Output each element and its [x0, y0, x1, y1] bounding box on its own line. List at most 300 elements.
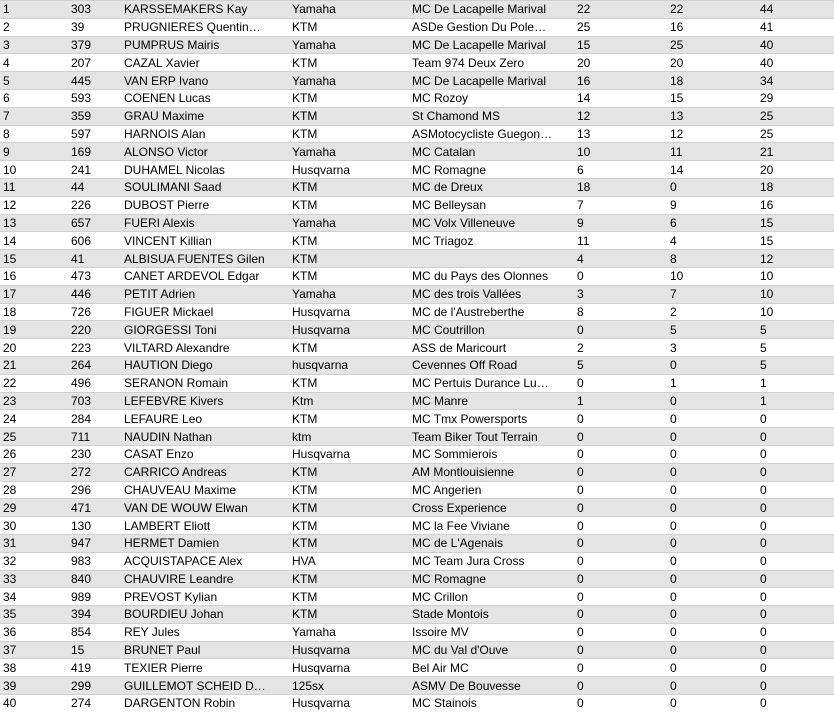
brand-cell: KTM: [288, 250, 408, 268]
rider-name-cell: CARRICO Andreas: [120, 463, 288, 481]
position-cell: 31: [0, 534, 67, 552]
total-points-cell: 0: [756, 517, 834, 535]
club-cell: Cross Experience: [408, 499, 573, 517]
table-row: [0, 606, 834, 624]
total-points-cell: 12: [756, 250, 834, 268]
position-cell: 38: [0, 659, 67, 677]
club-cell: ASMV De Bouvesse: [408, 677, 573, 695]
total-points-cell: 44: [756, 1, 834, 19]
table-row: [0, 214, 834, 232]
bib-number-cell: 419: [67, 659, 120, 677]
total-points-cell: 0: [756, 445, 834, 463]
brand-cell: Yamaha: [288, 36, 408, 54]
race1-points-cell: 0: [573, 570, 666, 588]
position-cell: 9: [0, 143, 67, 161]
bib-number-cell: 272: [67, 463, 120, 481]
club-cell: MC Rozoy: [408, 89, 573, 107]
rider-name-cell: ALONSO Victor: [120, 143, 288, 161]
club-cell: MC de l'Austreberthe: [408, 303, 573, 321]
total-points-cell: 0: [756, 695, 834, 712]
race1-points-cell: 20: [573, 54, 666, 72]
race2-points-cell: 0: [666, 178, 756, 196]
race1-points-cell: 12: [573, 107, 666, 125]
bib-number-cell: 854: [67, 623, 120, 641]
bib-number-cell: 223: [67, 339, 120, 357]
total-points-cell: 0: [756, 623, 834, 641]
race2-points-cell: 11: [666, 143, 756, 161]
total-points-cell: 34: [756, 72, 834, 90]
rider-name-cell: COENEN Lucas: [120, 89, 288, 107]
race1-points-cell: 3: [573, 285, 666, 303]
club-cell: ASMotocycliste Guegon…: [408, 125, 573, 143]
position-cell: 25: [0, 428, 67, 446]
position-cell: 36: [0, 623, 67, 641]
bib-number-cell: 41: [67, 250, 120, 268]
bib-number-cell: 657: [67, 214, 120, 232]
rider-name-cell: GUILLEMOT SCHEID D…: [120, 677, 288, 695]
total-points-cell: 25: [756, 125, 834, 143]
table-row: [0, 677, 834, 695]
rider-name-cell: CHAUVIRE Leandre: [120, 570, 288, 588]
race1-points-cell: 5: [573, 356, 666, 374]
race2-points-cell: 6: [666, 214, 756, 232]
race1-points-cell: 10: [573, 143, 666, 161]
brand-cell: KTM: [288, 339, 408, 357]
club-cell: MC Volx Villeneuve: [408, 214, 573, 232]
table-row: [0, 36, 834, 54]
table-row: [0, 72, 834, 90]
race1-points-cell: 9: [573, 214, 666, 232]
table-row: [0, 463, 834, 481]
race2-points-cell: 0: [666, 428, 756, 446]
rider-name-cell: GRAU Maxime: [120, 107, 288, 125]
bib-number-cell: 274: [67, 695, 120, 712]
position-cell: 10: [0, 161, 67, 179]
club-cell: MC Manre: [408, 392, 573, 410]
total-points-cell: 29: [756, 89, 834, 107]
club-cell: Team Biker Tout Terrain: [408, 428, 573, 446]
club-cell: MC Angerien: [408, 481, 573, 499]
total-points-cell: 1: [756, 392, 834, 410]
race1-points-cell: 0: [573, 695, 666, 712]
total-points-cell: 40: [756, 36, 834, 54]
bib-number-cell: 840: [67, 570, 120, 588]
race2-points-cell: 0: [666, 517, 756, 535]
club-cell: MC du Val d'Ouve: [408, 641, 573, 659]
rider-name-cell: FIGUER Mickael: [120, 303, 288, 321]
brand-cell: KTM: [288, 54, 408, 72]
total-points-cell: 0: [756, 499, 834, 517]
position-cell: 37: [0, 641, 67, 659]
brand-cell: KTM: [288, 570, 408, 588]
table-row: [0, 107, 834, 125]
total-points-cell: 0: [756, 481, 834, 499]
position-cell: 11: [0, 178, 67, 196]
brand-cell: KTM: [288, 463, 408, 481]
race1-points-cell: 0: [573, 552, 666, 570]
total-points-cell: 20: [756, 161, 834, 179]
total-points-cell: 40: [756, 54, 834, 72]
position-cell: 28: [0, 481, 67, 499]
brand-cell: Yamaha: [288, 285, 408, 303]
position-cell: 21: [0, 356, 67, 374]
race1-points-cell: 16: [573, 72, 666, 90]
brand-cell: Husqvarna: [288, 695, 408, 712]
race2-points-cell: 7: [666, 285, 756, 303]
table-row: [0, 695, 834, 712]
club-cell: Stade Montois: [408, 606, 573, 624]
rider-name-cell: CANET ARDEVOL Edgar: [120, 267, 288, 285]
position-cell: 22: [0, 374, 67, 392]
bib-number-cell: 496: [67, 374, 120, 392]
position-cell: 39: [0, 677, 67, 695]
position-cell: 2: [0, 18, 67, 36]
position-cell: 23: [0, 392, 67, 410]
total-points-cell: 15: [756, 232, 834, 250]
bib-number-cell: 445: [67, 72, 120, 90]
rider-name-cell: REY Jules: [120, 623, 288, 641]
race2-points-cell: 18: [666, 72, 756, 90]
club-cell: MC Team Jura Cross: [408, 552, 573, 570]
position-cell: 27: [0, 463, 67, 481]
rider-name-cell: CHAUVEAU Maxime: [120, 481, 288, 499]
bib-number-cell: 989: [67, 588, 120, 606]
bib-number-cell: 220: [67, 321, 120, 339]
club-cell: MC De Lacapelle Marival: [408, 72, 573, 90]
race1-points-cell: 0: [573, 374, 666, 392]
club-cell: ASDe Gestion Du Pole…: [408, 18, 573, 36]
race2-points-cell: 0: [666, 695, 756, 712]
club-cell: MC Romagne: [408, 570, 573, 588]
race2-points-cell: 1: [666, 374, 756, 392]
bib-number-cell: 207: [67, 54, 120, 72]
club-cell: MC Coutrillon: [408, 321, 573, 339]
race1-points-cell: 0: [573, 623, 666, 641]
race2-points-cell: 0: [666, 641, 756, 659]
table-row: [0, 161, 834, 179]
position-cell: 33: [0, 570, 67, 588]
club-cell: MC Sommierois: [408, 445, 573, 463]
race2-points-cell: 0: [666, 570, 756, 588]
race2-points-cell: 20: [666, 54, 756, 72]
race1-points-cell: 4: [573, 250, 666, 268]
race1-points-cell: 0: [573, 588, 666, 606]
club-cell: MC Romagne: [408, 161, 573, 179]
race1-points-cell: 0: [573, 677, 666, 695]
brand-cell: KTM: [288, 588, 408, 606]
total-points-cell: 0: [756, 659, 834, 677]
total-points-cell: 10: [756, 303, 834, 321]
total-points-cell: 5: [756, 321, 834, 339]
table-row: [0, 267, 834, 285]
race2-points-cell: 0: [666, 463, 756, 481]
club-cell: Team 974 Deux Zero: [408, 54, 573, 72]
position-cell: 18: [0, 303, 67, 321]
table-row: [0, 445, 834, 463]
brand-cell: KTM: [288, 232, 408, 250]
bib-number-cell: 947: [67, 534, 120, 552]
brand-cell: Yamaha: [288, 214, 408, 232]
total-points-cell: 0: [756, 677, 834, 695]
table-row: [0, 1, 834, 19]
rider-name-cell: HAUTION Diego: [120, 356, 288, 374]
race1-points-cell: 22: [573, 1, 666, 19]
bib-number-cell: 15: [67, 641, 120, 659]
rider-name-cell: ALBISUA FUENTES Gilen: [120, 250, 288, 268]
table-row: [0, 428, 834, 446]
race2-points-cell: 0: [666, 481, 756, 499]
position-cell: 3: [0, 36, 67, 54]
total-points-cell: 41: [756, 18, 834, 36]
club-cell: MC du Pays des Olonnes: [408, 267, 573, 285]
bib-number-cell: 726: [67, 303, 120, 321]
total-points-cell: 5: [756, 356, 834, 374]
total-points-cell: 18: [756, 178, 834, 196]
bib-number-cell: 597: [67, 125, 120, 143]
total-points-cell: 0: [756, 463, 834, 481]
table-row: [0, 356, 834, 374]
brand-cell: husqvarna: [288, 356, 408, 374]
rider-name-cell: FUERI Alexis: [120, 214, 288, 232]
brand-cell: Husqvarna: [288, 641, 408, 659]
race2-points-cell: 0: [666, 410, 756, 428]
race2-points-cell: 5: [666, 321, 756, 339]
club-cell: MC Stainois: [408, 695, 573, 712]
brand-cell: Husqvarna: [288, 161, 408, 179]
rider-name-cell: PREVOST Kylian: [120, 588, 288, 606]
table-row: [0, 588, 834, 606]
brand-cell: KTM: [288, 89, 408, 107]
brand-cell: Husqvarna: [288, 321, 408, 339]
position-cell: 7: [0, 107, 67, 125]
race2-points-cell: 0: [666, 623, 756, 641]
rider-name-cell: DUBOST Pierre: [120, 196, 288, 214]
club-cell: MC De Lacapelle Marival: [408, 1, 573, 19]
position-cell: 4: [0, 54, 67, 72]
brand-cell: KTM: [288, 606, 408, 624]
club-cell: MC de Dreux: [408, 178, 573, 196]
brand-cell: KTM: [288, 125, 408, 143]
results-body: [0, 1, 834, 712]
brand-cell: KTM: [288, 534, 408, 552]
race2-points-cell: 0: [666, 392, 756, 410]
brand-cell: KTM: [288, 18, 408, 36]
race2-points-cell: 3: [666, 339, 756, 357]
rider-name-cell: DARGENTON Robin: [120, 695, 288, 712]
table-row: [0, 232, 834, 250]
club-cell: Cevennes Off Road: [408, 356, 573, 374]
rider-name-cell: CASAT Enzo: [120, 445, 288, 463]
total-points-cell: 1: [756, 374, 834, 392]
total-points-cell: 0: [756, 410, 834, 428]
brand-cell: KTM: [288, 107, 408, 125]
race2-points-cell: 9: [666, 196, 756, 214]
total-points-cell: 0: [756, 428, 834, 446]
race1-points-cell: 0: [573, 641, 666, 659]
table-row: [0, 18, 834, 36]
position-cell: 29: [0, 499, 67, 517]
table-row: [0, 303, 834, 321]
position-cell: 20: [0, 339, 67, 357]
race1-points-cell: 0: [573, 267, 666, 285]
race1-points-cell: 0: [573, 445, 666, 463]
race1-points-cell: 0: [573, 606, 666, 624]
total-points-cell: 0: [756, 588, 834, 606]
bib-number-cell: 359: [67, 107, 120, 125]
table-row: [0, 89, 834, 107]
bib-number-cell: 446: [67, 285, 120, 303]
table-row: [0, 659, 834, 677]
race2-points-cell: 0: [666, 499, 756, 517]
race2-points-cell: 0: [666, 659, 756, 677]
club-cell: MC Crillon: [408, 588, 573, 606]
total-points-cell: 15: [756, 214, 834, 232]
brand-cell: KTM: [288, 178, 408, 196]
club-cell: AM Montlouisienne: [408, 463, 573, 481]
rider-name-cell: BRUNET Paul: [120, 641, 288, 659]
table-row: [0, 374, 834, 392]
table-row: [0, 534, 834, 552]
race1-points-cell: 25: [573, 18, 666, 36]
race2-points-cell: 0: [666, 356, 756, 374]
bib-number-cell: 983: [67, 552, 120, 570]
total-points-cell: 21: [756, 143, 834, 161]
bib-number-cell: 394: [67, 606, 120, 624]
race1-points-cell: 0: [573, 481, 666, 499]
race2-points-cell: 16: [666, 18, 756, 36]
bib-number-cell: 284: [67, 410, 120, 428]
total-points-cell: 0: [756, 552, 834, 570]
rider-name-cell: LAMBERT Eliott: [120, 517, 288, 535]
total-points-cell: 0: [756, 534, 834, 552]
bib-number-cell: 230: [67, 445, 120, 463]
position-cell: 15: [0, 250, 67, 268]
race1-points-cell: 0: [573, 517, 666, 535]
total-points-cell: 10: [756, 267, 834, 285]
race1-points-cell: 13: [573, 125, 666, 143]
position-cell: 35: [0, 606, 67, 624]
race2-points-cell: 0: [666, 445, 756, 463]
rider-name-cell: GIORGESSI Toni: [120, 321, 288, 339]
bib-number-cell: 606: [67, 232, 120, 250]
race2-points-cell: 12: [666, 125, 756, 143]
brand-cell: Yamaha: [288, 143, 408, 161]
total-points-cell: 16: [756, 196, 834, 214]
race1-points-cell: 18: [573, 178, 666, 196]
race2-points-cell: 10: [666, 267, 756, 285]
position-cell: 26: [0, 445, 67, 463]
position-cell: 30: [0, 517, 67, 535]
brand-cell: KTM: [288, 196, 408, 214]
club-cell: MC Tmx Powersports: [408, 410, 573, 428]
position-cell: 17: [0, 285, 67, 303]
club-cell: [408, 250, 573, 268]
race1-points-cell: 0: [573, 659, 666, 677]
club-cell: St Chamond MS: [408, 107, 573, 125]
rider-name-cell: HERMET Damien: [120, 534, 288, 552]
brand-cell: KTM: [288, 499, 408, 517]
position-cell: 24: [0, 410, 67, 428]
brand-cell: ktm: [288, 428, 408, 446]
position-cell: 16: [0, 267, 67, 285]
brand-cell: KTM: [288, 410, 408, 428]
race1-points-cell: 7: [573, 196, 666, 214]
total-points-cell: 25: [756, 107, 834, 125]
table-row: [0, 339, 834, 357]
club-cell: MC Belleysan: [408, 196, 573, 214]
rider-name-cell: DUHAMEL Nicolas: [120, 161, 288, 179]
race1-points-cell: 6: [573, 161, 666, 179]
brand-cell: 125sx: [288, 677, 408, 695]
rider-name-cell: CAZAL Xavier: [120, 54, 288, 72]
position-cell: 32: [0, 552, 67, 570]
rider-name-cell: ACQUISTAPACE Alex: [120, 552, 288, 570]
race2-points-cell: 2: [666, 303, 756, 321]
race2-points-cell: 22: [666, 1, 756, 19]
position-cell: 40: [0, 695, 67, 712]
rider-name-cell: BOURDIEU Johan: [120, 606, 288, 624]
table-row: [0, 250, 834, 268]
table-row: [0, 552, 834, 570]
position-cell: 12: [0, 196, 67, 214]
race1-points-cell: 0: [573, 321, 666, 339]
bib-number-cell: 471: [67, 499, 120, 517]
race1-points-cell: 0: [573, 534, 666, 552]
brand-cell: Yamaha: [288, 623, 408, 641]
club-cell: MC la Fee Viviane: [408, 517, 573, 535]
rider-name-cell: SOULIMANI Saad: [120, 178, 288, 196]
race1-points-cell: 0: [573, 428, 666, 446]
brand-cell: HVA: [288, 552, 408, 570]
rider-name-cell: TEXIER Pierre: [120, 659, 288, 677]
rider-name-cell: NAUDIN Nathan: [120, 428, 288, 446]
brand-cell: Husqvarna: [288, 659, 408, 677]
bib-number-cell: 296: [67, 481, 120, 499]
race1-points-cell: 0: [573, 463, 666, 481]
position-cell: 6: [0, 89, 67, 107]
race2-points-cell: 0: [666, 552, 756, 570]
brand-cell: KTM: [288, 481, 408, 499]
race2-points-cell: 0: [666, 588, 756, 606]
race1-points-cell: 11: [573, 232, 666, 250]
race2-points-cell: 4: [666, 232, 756, 250]
table-row: [0, 125, 834, 143]
rider-name-cell: VAN ERP Ivano: [120, 72, 288, 90]
rider-name-cell: HARNOIS Alan: [120, 125, 288, 143]
table-row: [0, 285, 834, 303]
rider-name-cell: KARSSEMAKERS Kay: [120, 1, 288, 19]
bib-number-cell: 593: [67, 89, 120, 107]
brand-cell: Yamaha: [288, 1, 408, 19]
bib-number-cell: 130: [67, 517, 120, 535]
brand-cell: Yamaha: [288, 72, 408, 90]
table-row: [0, 392, 834, 410]
rider-name-cell: PUMPRUS Mairis: [120, 36, 288, 54]
bib-number-cell: 226: [67, 196, 120, 214]
total-points-cell: 10: [756, 285, 834, 303]
position-cell: 13: [0, 214, 67, 232]
bib-number-cell: 39: [67, 18, 120, 36]
bib-number-cell: 473: [67, 267, 120, 285]
brand-cell: KTM: [288, 517, 408, 535]
club-cell: Bel Air MC: [408, 659, 573, 677]
brand-cell: Husqvarna: [288, 445, 408, 463]
race2-points-cell: 14: [666, 161, 756, 179]
race1-points-cell: 0: [573, 499, 666, 517]
bib-number-cell: 299: [67, 677, 120, 695]
race2-points-cell: 0: [666, 534, 756, 552]
total-points-cell: 0: [756, 570, 834, 588]
